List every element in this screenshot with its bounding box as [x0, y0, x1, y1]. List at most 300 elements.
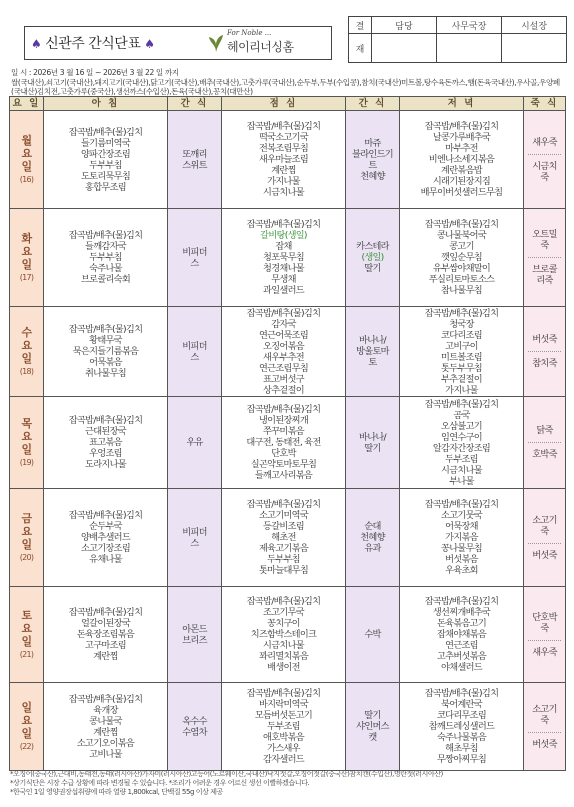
menu-item: 잡곡밥/배추(물)김치 [246, 596, 321, 607]
menu-item: 감자샐러드 [263, 754, 304, 765]
menu-item: 어묵장채 [445, 521, 478, 532]
day-char: 목 [21, 416, 32, 430]
menu-item: 잡곡밥/배추(물)김치 [246, 688, 321, 699]
menu-item: 갈비탕(생일) [260, 230, 307, 241]
menu-item: 고추버섯볶음 [436, 651, 487, 662]
menu-header-row [10, 97, 566, 111]
menu-item: 마부추전 [445, 143, 478, 154]
day-char: 일 [21, 257, 32, 271]
menu-item: 황태무국 [89, 335, 122, 346]
menu-item: 청포묵무침 [263, 252, 304, 263]
day-row [10, 209, 566, 307]
porridge-cell [524, 397, 566, 489]
menu-item: 꽁치구이 [267, 618, 300, 629]
day-date: (17) [19, 272, 34, 282]
approval-table [348, 16, 567, 63]
porridge-item: 버섯죽 [532, 549, 557, 561]
porridge-item: 오트밀죽 [532, 229, 557, 251]
menu-item: 떡국소고기국 [258, 132, 309, 143]
day-char: 요 [21, 524, 32, 538]
menu-item: 실곤약토마토무침 [250, 459, 317, 470]
menu-item: 트 [368, 159, 377, 171]
lunch-cell [222, 209, 346, 307]
porridge-item: 소고기죽 [532, 703, 557, 726]
menu-item: 가지나물 [267, 176, 300, 187]
menu-item: 참나물무침 [441, 285, 482, 296]
porridge-item: 새우죽 [532, 646, 557, 658]
menu-item: 유과 [364, 543, 381, 554]
menu-item: 잡곡밥/배추(물)김치 [68, 230, 143, 241]
menu-item: 샤인머스 [356, 721, 389, 732]
menu-item: 우육초회 [445, 565, 478, 576]
menu-item: 돈육장조림볶음 [76, 629, 135, 640]
menu-item: 연근조림무침 [258, 362, 309, 374]
menu-item: 꽁나물무침 [441, 543, 482, 554]
menu-item: 바나나/ [359, 431, 386, 443]
snack-cell [168, 587, 222, 683]
menu-item: 토 [368, 357, 377, 368]
porridge-item: 소고기죽 [532, 514, 557, 537]
menu-item: 배무이버섯샐러드무침 [420, 187, 503, 198]
menu-item: 스위트 [182, 159, 207, 171]
menu-item: 블라인드기 [352, 148, 393, 160]
menu-item: 제육고기볶음 [258, 543, 309, 554]
menu-item: 옥수수 [182, 715, 207, 727]
header-lunch: 점 심 [222, 97, 346, 111]
day-row [10, 111, 566, 209]
menu-item: 비피더 [182, 246, 207, 258]
day-row [10, 307, 566, 397]
day-char: 요 [21, 429, 32, 443]
menu-item: 감자국 [271, 318, 296, 330]
menu-item: 브로콜리숙회 [80, 274, 131, 285]
porridge-cell [524, 489, 566, 587]
menu-item: 야채샐러드 [441, 662, 482, 673]
day-cell [10, 307, 44, 397]
divider [528, 154, 561, 155]
menu-item: 톳두부무침 [441, 362, 482, 374]
menu-item: 두부조림 [445, 453, 478, 465]
lunch-cell [222, 587, 346, 683]
menu-item: 바나나/ [359, 335, 386, 346]
menu-item: 양파간장조림 [80, 148, 131, 160]
menu-item: 도라지나물 [85, 459, 126, 470]
dinner-cell [400, 397, 524, 489]
approval-sign-box[interactable] [372, 34, 437, 63]
day-row [10, 683, 566, 771]
menu-item: 브리즈 [182, 634, 207, 646]
menu-item: 어묵볶음 [89, 357, 122, 368]
day-char: 일 [21, 634, 32, 648]
dinner-cell [400, 209, 524, 307]
menu-item: 딸기 [364, 442, 381, 454]
menu-item: 날콩가루배추국 [432, 132, 491, 143]
porridge-cell [524, 587, 566, 683]
menu-item: 고구마조림 [85, 640, 126, 651]
menu-item: 계란찜 [93, 651, 118, 662]
snack-cell [168, 111, 222, 209]
menu-item: 표고버섯구 [263, 373, 304, 385]
menu-item: 잡곡밥/배추(물)김치 [246, 121, 321, 132]
menu-item: 또깨리 [182, 148, 207, 160]
menu-item: 해초무침 [445, 743, 478, 754]
footer-notes [10, 770, 570, 796]
snack-cell [168, 397, 222, 489]
snack-cell [346, 209, 400, 307]
menu-item: 잡채 [275, 241, 292, 252]
menu-item: 쭈꾸미볶음 [263, 426, 304, 437]
menu-item: 두부부침 [267, 554, 300, 565]
menu-item: 잡곡밥/배추(물)김치 [68, 126, 143, 138]
day-char: 요 [21, 146, 32, 160]
menu-item: 소고기미역국 [258, 510, 309, 521]
menu-item: 잡곡밥/배추(물)김치 [424, 688, 499, 699]
footer-note: *오징어(중국산),근대비,동태전,동태(러시아산)가자미(러시아산)고등어(노르웨이산,국내산)낙지젓갈,오징어젓갈(중국산)참치캔(수입산),명란젓(러시아산) [10, 769, 443, 778]
menu-item: 잡곡밥/배추(물)김치 [424, 121, 499, 132]
menu-item: 잡곡밥/배추(물)김치 [68, 510, 143, 521]
day-date: (16) [19, 174, 34, 184]
menu-item: 고비구이 [445, 340, 478, 352]
menu-item: 비피더 [182, 340, 207, 352]
menu-item: 오삼불고기 [441, 420, 482, 432]
day-char: 일 [21, 442, 32, 456]
day-row [10, 489, 566, 587]
menu-item: 소고기장조림 [80, 543, 131, 554]
menu-item: 임연수구이 [441, 431, 482, 443]
snack-cell [168, 307, 222, 397]
menu-item: 배생이전 [267, 662, 300, 673]
menu-item: 돈육볶음고기 [436, 618, 487, 629]
menu-item: 아몬드 [182, 623, 207, 635]
menu-item: 코다리조림 [441, 329, 482, 341]
menu-item: 코다리무조림 [436, 710, 487, 721]
day-cell [10, 683, 44, 771]
porridge-item: 버섯죽 [532, 738, 557, 750]
menu-item: 콩고기 [449, 241, 474, 252]
menu-item: 묵은지들기름볶음 [72, 346, 139, 357]
lunch-cell [222, 683, 346, 771]
porridge-item: 닭죽 [536, 425, 553, 436]
dinner-cell [400, 307, 524, 397]
menu-item: 해초전 [271, 532, 296, 543]
menu-item: 근대된장국 [85, 426, 126, 437]
snack-cell [346, 397, 400, 489]
snack-cell [168, 683, 222, 771]
porridge-item: 새우죽 [532, 136, 557, 148]
menu-item: 청경채나물 [263, 263, 304, 274]
divider [528, 442, 561, 443]
menu-item: 잡곡밥/배추(물)김치 [424, 596, 499, 607]
spade-icon: ♠ [31, 37, 42, 51]
divider [528, 543, 561, 544]
breakfast-cell [44, 397, 168, 489]
day-date: (18) [19, 366, 34, 376]
menu-item: 잡곡밥/배추(물)김치 [246, 404, 321, 415]
dinner-cell [400, 489, 524, 587]
day-char: 요 [21, 621, 32, 635]
menu-item: 알감자간장조림 [432, 442, 491, 454]
day-cell [10, 489, 44, 587]
approval-role: 사무국장 [437, 17, 502, 34]
day-cell [10, 209, 44, 307]
menu-item: 소고기오이볶음 [76, 737, 135, 749]
lunch-cell [222, 397, 346, 489]
porridge-item: 버섯죽 [532, 334, 557, 345]
logo-subtitle: For Noble ... [227, 29, 272, 37]
menu-item: 순두부국 [89, 521, 122, 532]
menu-item: 잡곡밥/배추(물)김치 [246, 219, 321, 230]
menu-item: 잡곡밥/배추(물)김치 [68, 607, 143, 618]
menu-item: 치즈함박스테이크 [250, 629, 317, 640]
menu-item: 등갈비조림 [263, 521, 304, 532]
porridge-item: 브로콜리죽 [532, 264, 557, 286]
leaf-logo-icon [207, 33, 225, 53]
breakfast-cell [44, 587, 168, 683]
menu-item: 과일샐러드 [263, 285, 304, 296]
divider [528, 257, 561, 258]
menu-item: 잡곡밥/배추(물)김치 [246, 499, 321, 510]
menu-item: 두부부침 [89, 252, 122, 263]
menu-item: 콩나물북어국 [436, 230, 487, 241]
menu-item: 무생채 [271, 274, 296, 285]
porridge-item: 단호박죽 [532, 611, 557, 634]
approval-sign-box[interactable] [437, 34, 502, 63]
menu-item: 잡곡밥/배추(물)김치 [424, 307, 499, 319]
menu-item: 스 [190, 257, 199, 269]
menu-item: 들깨감자국 [85, 241, 126, 252]
menu-item: 전복조림무침 [258, 143, 309, 154]
day-cell [10, 111, 44, 209]
header-dinner: 저 녁 [400, 97, 524, 111]
menu-item: 순대 [364, 521, 381, 532]
menu-item: 계란찜 [271, 165, 296, 176]
porridge-cell [524, 111, 566, 209]
day-row [10, 587, 566, 683]
menu-item: 유부쌈야채말이 [432, 263, 491, 274]
porridge-cell [524, 307, 566, 397]
snack-cell [168, 489, 222, 587]
snack-cell [346, 489, 400, 587]
day-char: 수 [21, 325, 32, 339]
approval-sign-box[interactable] [502, 34, 567, 63]
menu-item: 무짱아찌무침 [436, 754, 487, 765]
menu-item: 수염차 [182, 726, 207, 738]
day-char: 일 [21, 537, 32, 551]
menu-item: 딸기 [364, 710, 381, 721]
divider [528, 732, 561, 733]
day-cell [10, 587, 44, 683]
day-date: (21) [19, 649, 34, 659]
menu-item: 연근조림 [445, 640, 478, 651]
dinner-cell [400, 683, 524, 771]
menu-item: 홍합무조림 [85, 181, 126, 193]
menu-item: 잡곡밥/배추(물)김치 [68, 693, 143, 705]
menu-item: 숙주나물볶음 [436, 732, 487, 743]
meta-info [11, 68, 566, 97]
menu-item: 곰국 [453, 409, 470, 421]
snack-cell [346, 683, 400, 771]
menu-item: 잡곡밥/배추(물)김치 [424, 219, 499, 230]
menu-item: 톳마늘대무침 [258, 565, 309, 576]
approval-label-top: 결 [349, 17, 372, 34]
menu-item: 냉이된장찌개 [258, 415, 309, 426]
period-text: 일 시 : 2026년 3 월 16 일 ~ 2026년 3 월 22 일 까지 [11, 68, 179, 77]
menu-item: 두부조림 [267, 721, 300, 732]
lunch-cell [222, 307, 346, 397]
spade-icon: ♠ [144, 37, 155, 51]
menu-item: 가지나물 [445, 384, 478, 396]
menu-item: 청국장 [449, 318, 474, 330]
menu-item: 버섯볶음 [445, 554, 478, 565]
porridge-cell [524, 683, 566, 771]
day-char: 화 [21, 231, 32, 245]
menu-item: 새우마늘조림 [258, 154, 309, 165]
menu-item: 비엔나소세지볶음 [428, 154, 495, 165]
menu-item: 푸실리토마토소스 [428, 274, 495, 285]
footer-note: *한국인 1일 영양권장섭취량에 따라 열량 1,800kcal, 단백질 55g 이상 제공 [10, 786, 223, 796]
snack-cell [346, 587, 400, 683]
page-title-text: 신관주 간식단표 [45, 36, 141, 52]
menu-item: 미트볼조림 [441, 351, 482, 363]
menu-item: 연근어묵조림 [258, 329, 309, 341]
day-char: 금 [21, 511, 32, 525]
day-row [10, 397, 566, 489]
menu-item: 잡곡밥/배추(물)김치 [424, 398, 499, 410]
day-char: 일 [21, 351, 32, 365]
lunch-cell [222, 489, 346, 587]
menu-item: 계란찜 [93, 726, 118, 738]
menu-item: 캣 [368, 732, 377, 743]
menu-item: 들기름미역국 [80, 137, 131, 149]
breakfast-cell [44, 307, 168, 397]
menu-item: 취나물무침 [85, 368, 126, 379]
menu-item: 표고볶음 [89, 437, 122, 448]
porridge-cell [524, 209, 566, 307]
menu-item: 새우부추전 [263, 351, 304, 363]
menu-item: 소고기뭇국 [441, 510, 482, 521]
day-char: 요 [21, 713, 32, 727]
menu-item: 육개장 [93, 704, 118, 716]
day-date: (20) [19, 552, 34, 562]
header-day: 요 일 [10, 97, 44, 111]
porridge-item: 참치죽 [532, 358, 557, 369]
menu-item: 방울토마 [356, 346, 389, 357]
day-char: 토 [21, 608, 32, 622]
menu-item: 잡곡밥/배추(물)김치 [246, 307, 321, 319]
menu-item: 단호박 [271, 448, 296, 459]
header-snack: 간 식 [346, 97, 400, 111]
menu-item: 시래기된장지짐 [432, 176, 491, 187]
header-box [24, 26, 332, 60]
approval-role: 담당 [372, 17, 437, 34]
snack-cell [168, 209, 222, 307]
menu-item: 잡곡밥/배추(물)김치 [68, 415, 143, 426]
menu-item: 시금치나물 [441, 464, 482, 476]
day-char: 월 [21, 133, 32, 147]
menu-item: 시금치나물 [263, 187, 304, 198]
menu-item: 시금치나물 [263, 640, 304, 651]
snack-cell [346, 111, 400, 209]
menu-item: 딸기 [364, 263, 381, 274]
approval-label-bottom: 재 [349, 34, 372, 63]
menu-item: 상추겉절이 [263, 384, 304, 396]
snack-cell [346, 307, 400, 397]
menu-item: 비피더 [182, 526, 207, 538]
day-date: (22) [19, 741, 34, 751]
day-char: 요 [21, 338, 32, 352]
day-char: 일 [21, 159, 32, 173]
dinner-cell [400, 587, 524, 683]
menu-item: 얼갈이된장국 [80, 618, 131, 629]
menu-item: 조고기무국 [263, 607, 304, 618]
menu-item: 깻잎순무침 [441, 252, 482, 263]
menu-item: 가지볶음 [445, 532, 478, 543]
menu-item: 잡곡밥/배추(물)김치 [424, 499, 499, 510]
menu-item: 부추겉절이 [441, 373, 482, 385]
dinner-cell [400, 111, 524, 209]
logo-name: 헤이리너싱홈 [227, 40, 294, 54]
origin-text: 쌀(국내산),쇠고기(국내산),돼지고기(국내산),닭고기(국내산),배추(국내산),고춧가루(국내산),순두부,두부(수입콩),참치(국내산)미트볼,탕수육돈까스,햄(돈육국내산),우사골,우양폐(국내산)김치전,고춧가루(중국산),생선까스(수입산),돈육(국내산),꽁치(대만산) [11, 77, 560, 96]
menu-item: 천혜향 [360, 170, 385, 182]
day-char: 요 [21, 244, 32, 258]
header-breakfast: 아 침 [44, 97, 168, 111]
approval-role: 시설장 [502, 17, 567, 34]
menu-item: (생일) [361, 252, 384, 263]
menu-item: 마쥬 [364, 137, 381, 149]
menu-item: 우유 [186, 437, 203, 448]
menu-item: 가스새우 [267, 743, 300, 754]
menu-item: 생선찌개배추국 [432, 607, 491, 618]
header-porridge: 죽 식 [524, 97, 566, 111]
menu-item: 애호박볶음 [263, 732, 304, 743]
menu-item: 들깨고사리볶음 [254, 470, 313, 481]
day-char: 일 [21, 700, 32, 714]
lunch-cell [222, 111, 346, 209]
menu-item: 스 [190, 351, 199, 363]
menu-item: 잡채야채볶음 [436, 629, 487, 640]
menu-item: 도토리묵무침 [80, 170, 131, 182]
menu-item: 두부부침 [89, 159, 122, 171]
menu-item: 천혜향 [360, 532, 385, 543]
menu-item: 대구전, 동태전, 육전 [246, 437, 321, 448]
menu-item: 수박 [364, 629, 381, 640]
menu-item: 북어계란국 [441, 699, 482, 710]
menu-item: 오징어볶음 [263, 340, 304, 352]
menu-item: 카스테라 [356, 241, 389, 252]
breakfast-cell [44, 111, 168, 209]
logo [205, 29, 325, 57]
menu-item: 우엉조림 [89, 448, 122, 459]
menu-item: 잡곡밥/배추(물)김치 [68, 324, 143, 335]
porridge-item: 시금치죽 [532, 160, 557, 183]
menu-item: 스 [190, 537, 199, 549]
menu-item: 양배추샐러드 [80, 532, 131, 543]
breakfast-cell [44, 683, 168, 771]
day-date: (19) [19, 457, 34, 467]
menu-item: 부나물 [449, 475, 474, 487]
menu-item: 바지락미역국 [258, 699, 309, 710]
menu-item: 꽈리멸치볶음 [258, 651, 309, 662]
menu-item: 유채나물 [89, 554, 122, 565]
day-cell [10, 397, 44, 489]
breakfast-cell [44, 489, 168, 587]
page-title [31, 33, 155, 53]
menu-table [9, 96, 566, 771]
menu-item: 콩나물국 [89, 715, 122, 727]
breakfast-cell [44, 209, 168, 307]
menu-item: 참깨드레싱샐러드 [428, 721, 495, 732]
divider [528, 351, 561, 352]
